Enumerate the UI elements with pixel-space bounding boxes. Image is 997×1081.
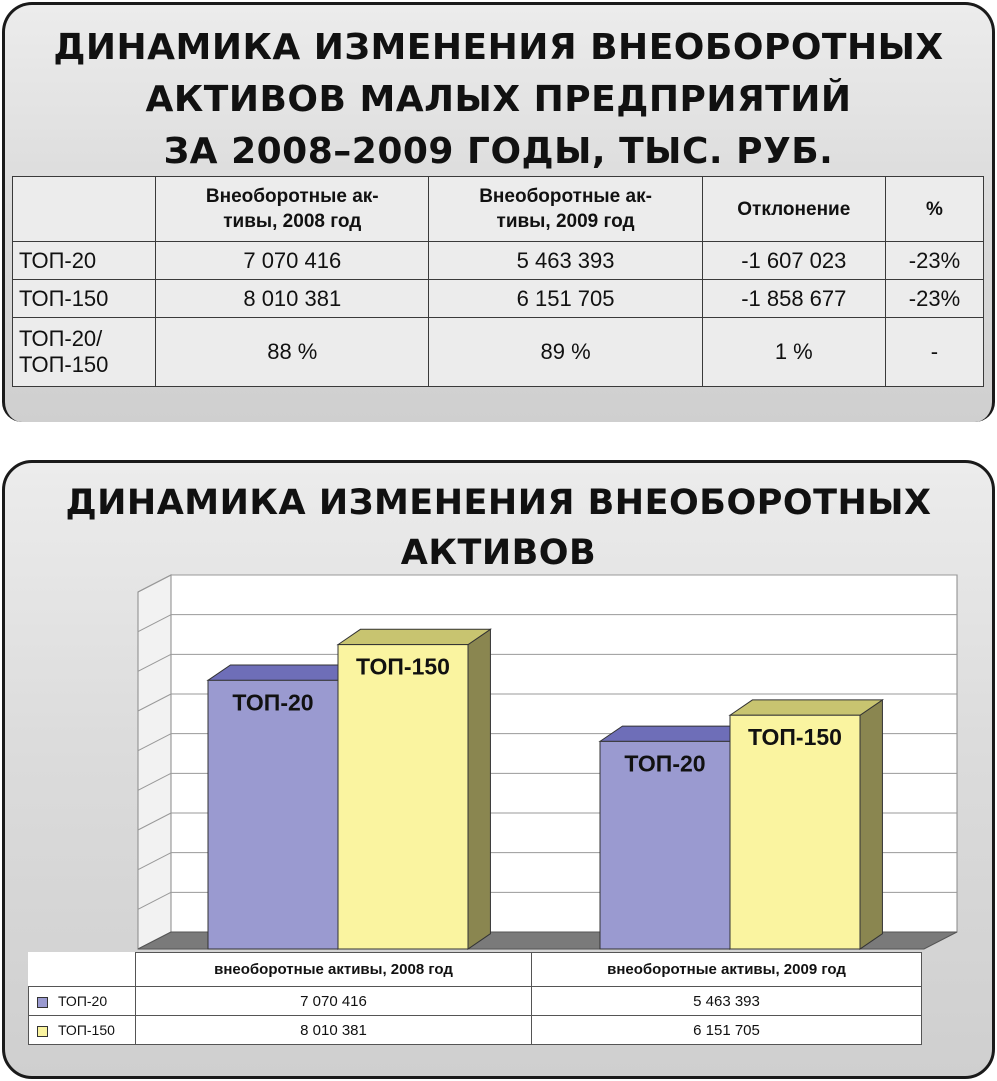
data-table-value: 7 070 416: [136, 987, 532, 1016]
bar-side: [468, 629, 490, 949]
data-table-category: внеоборотные активы, 2009 год: [532, 953, 922, 987]
table-row: [13, 242, 984, 280]
cell-2008: 88 %: [156, 318, 429, 387]
row-label: ТОП-20/ ТОП-150: [13, 318, 156, 387]
data-table-value: 6 151 705: [532, 1016, 922, 1045]
table-title-line: АКТИВОВ МАЛЫХ ПРЕДПРИЯТИЙ: [145, 79, 852, 120]
header-blank: [13, 177, 156, 242]
bar-label: ТОП-150: [356, 653, 450, 680]
data-table-corner: [29, 953, 136, 987]
bar-top: [338, 629, 490, 644]
table-title-line: ЗА 2008–2009 ГОДЫ, ТЫС. РУБ.: [163, 131, 834, 172]
bar-chart: [0, 560, 997, 955]
chart-title-line: ДИНАМИКА ИЗМЕНЕНИЯ ВНЕОБОРОТНЫХ АКТИВОВ: [65, 483, 932, 573]
header-percent: %: [885, 177, 983, 242]
cell-2008: 7 070 416: [156, 242, 429, 280]
data-table-value: 5 463 393: [532, 987, 922, 1016]
row-label: ТОП-150: [13, 280, 156, 318]
cell-2009: 6 151 705: [429, 280, 702, 318]
bar-label: ТОП-150: [748, 724, 842, 751]
table-row: [13, 318, 984, 387]
cell-percent: -23%: [885, 242, 983, 280]
cell-2009: 5 463 393: [429, 242, 702, 280]
chart-side-wall: [138, 575, 171, 949]
bar: [208, 680, 338, 949]
data-table-row: [29, 1016, 922, 1045]
bar-top: [730, 700, 882, 715]
table-title-line: ДИНАМИКА ИЗМЕНЕНИЯ ВНЕОБОРОТНЫХ: [53, 27, 944, 68]
header-2009: Внеоборотные ак- тивы, 2009 год: [429, 177, 702, 242]
data-table-category: внеоборотные активы, 2008 год: [136, 953, 532, 987]
legend-swatch: [37, 1026, 48, 1037]
bar-label: ТОП-20: [232, 689, 314, 716]
data-table-header-row: [29, 953, 922, 987]
legend-entry-top20: [29, 987, 136, 1016]
table-header-row: [13, 177, 984, 242]
legend-label: ТОП-20: [58, 993, 108, 1009]
table-title: [0, 22, 997, 178]
header-2008: Внеоборотные ак- тивы, 2008 год: [156, 177, 429, 242]
row-label: ТОП-20: [13, 242, 156, 280]
bar-label: ТОП-20: [624, 750, 706, 777]
cell-deviation: 1 %: [702, 318, 885, 387]
cell-deviation: -1 607 023: [702, 242, 885, 280]
cell-percent: -: [885, 318, 983, 387]
bar: [730, 715, 860, 949]
cell-2009: 89 %: [429, 318, 702, 387]
bar: [338, 645, 468, 949]
cell-deviation: -1 858 677: [702, 280, 885, 318]
chart-data-table: [28, 952, 922, 1045]
legend-swatch: [37, 997, 48, 1008]
data-table-row: [29, 987, 922, 1016]
header-deviation: Отклонение: [702, 177, 885, 242]
cell-2008: 8 010 381: [156, 280, 429, 318]
table-row: [13, 280, 984, 318]
bar-side: [860, 700, 882, 949]
data-table-value: 8 010 381: [136, 1016, 532, 1045]
stats-table: [12, 176, 984, 387]
legend-label: ТОП-150: [58, 1022, 115, 1038]
legend-entry-top150: [29, 1016, 136, 1045]
cell-percent: -23%: [885, 280, 983, 318]
